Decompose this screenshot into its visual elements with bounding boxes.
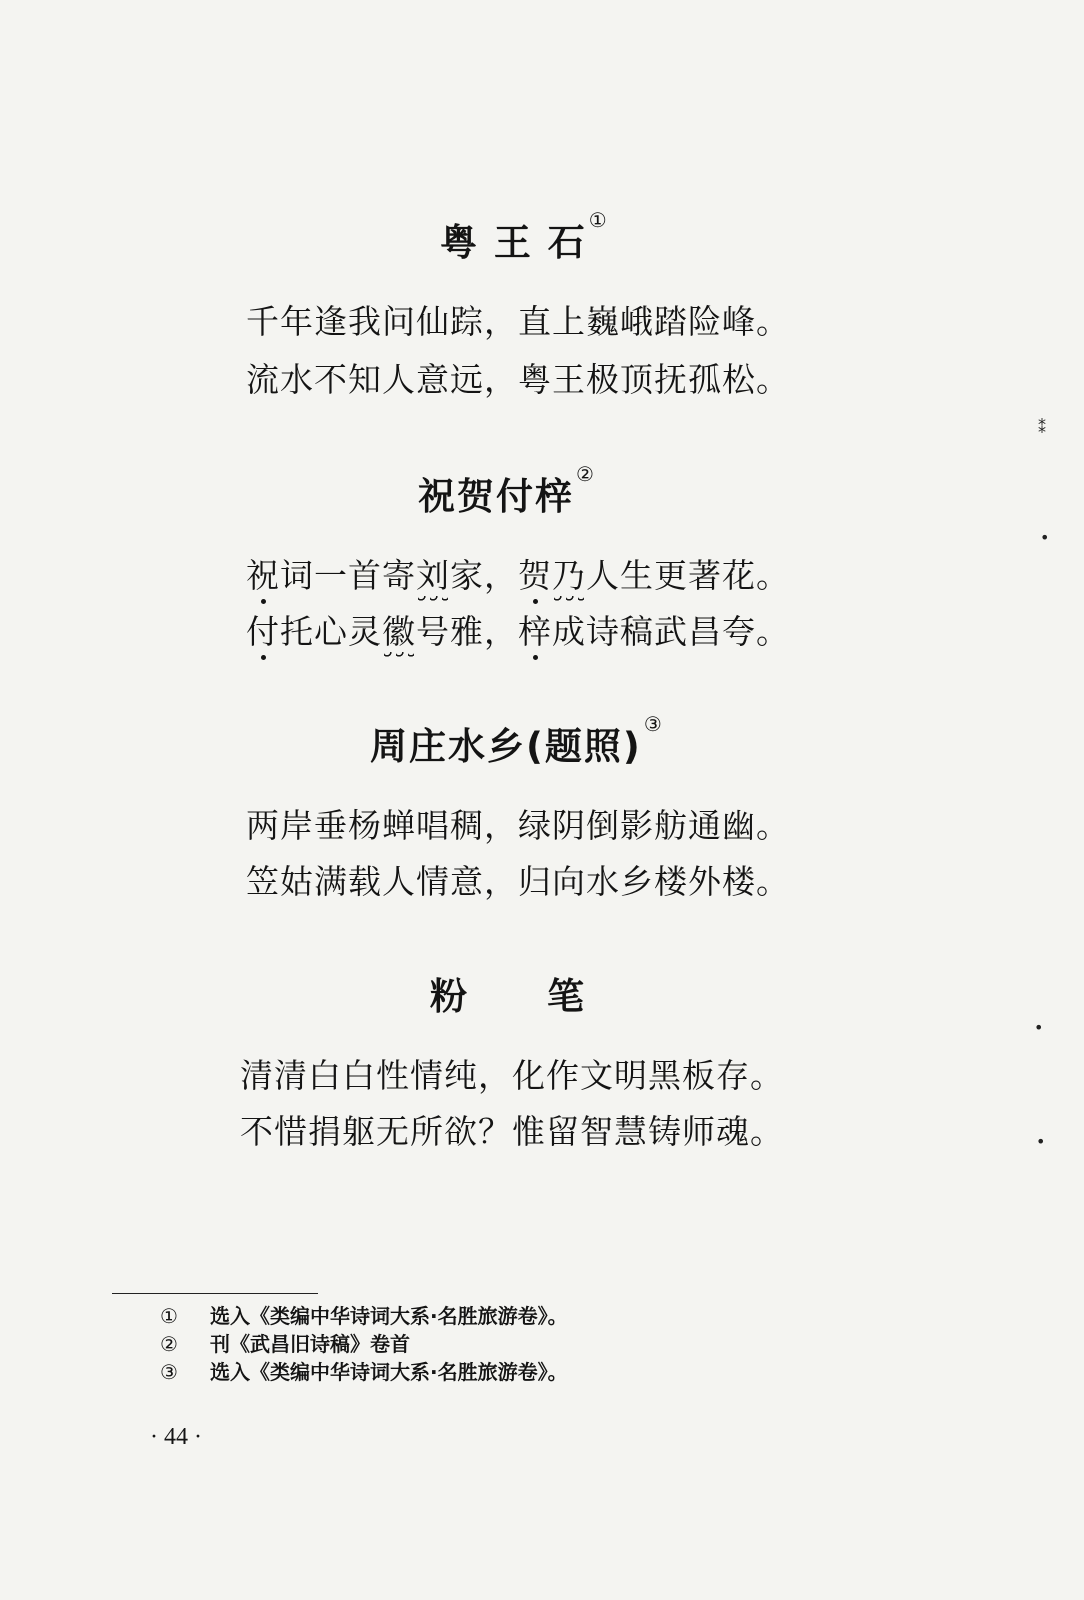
footnote-mark: ② (160, 1332, 178, 1356)
poem-title-text: 周庄水乡(题照) (370, 725, 642, 768)
footnote (160, 1328, 410, 1357)
footnote-ref: ② (576, 462, 596, 486)
poem-line: 笠姑满载人情意，归向水乡楼外楼。 (246, 862, 790, 901)
poem-line-segment: 家， (450, 556, 518, 595)
scan-speck: • (1040, 528, 1050, 547)
poem-line (246, 612, 790, 652)
poem-title (418, 462, 596, 520)
footnote (160, 1356, 568, 1385)
poem-title (430, 966, 586, 1020)
poem-line: 两岸垂杨蝉唱稠，绿阴倒影舫通幽。 (246, 806, 790, 845)
footnote-mark: ① (160, 1304, 178, 1328)
page-number: · 44 · (150, 1424, 202, 1450)
wavy-underline-char: 徽 (382, 612, 416, 651)
poem-title-text: 粤 王 石 (440, 221, 587, 264)
footnote (160, 1300, 568, 1329)
poem-line: 清清白白性情纯，化作文明黑板存。 (240, 1056, 784, 1095)
poem-line: 不惜捐躯无所欲？惟留智慧铸师魂。 (240, 1112, 784, 1151)
footnote-ref: ③ (643, 712, 664, 736)
wavy-underline-char: 刘 (416, 556, 450, 595)
poem-line-segment: 人生更著花。 (586, 556, 790, 595)
emphasis-dot-char: 付 (246, 612, 280, 651)
poem-line-segment: 号雅， (416, 612, 518, 651)
poem-line-segment: 成诗稿武昌夸。 (552, 612, 790, 651)
poem-line: 流水不知人意远，粤王极顶抚孤松。 (246, 360, 790, 399)
poem-line-segment: 词一首寄 (280, 556, 416, 595)
wavy-underline-char: 乃 (552, 556, 586, 595)
poem-title-text: 粉 笔 (430, 975, 586, 1018)
footnote-text: 刊《武昌旧诗稿》卷首 (210, 1332, 410, 1356)
poem-line: 千年逢我问仙踪，直上巍峨踏险峰。 (246, 302, 790, 341)
footnote-mark: ③ (160, 1360, 178, 1384)
scan-speck: • (1036, 1132, 1046, 1151)
poem-title-text: 祝贺付梓 (418, 475, 574, 518)
poem-title (440, 208, 609, 266)
footnote-text: 选入《类编中华诗词大系·名胜旅游卷》。 (210, 1360, 568, 1384)
emphasis-dot-char: 梓 (518, 612, 552, 651)
scan-speck: ⁑ (1038, 418, 1046, 437)
poem-title (370, 712, 664, 770)
scan-speck: • (1034, 1018, 1044, 1037)
emphasis-dot-char: 祝 (246, 556, 280, 595)
footnote-text: 选入《类编中华诗词大系·名胜旅游卷》。 (210, 1304, 568, 1328)
footnote-ref: ① (588, 208, 609, 232)
footnote-divider (112, 1293, 318, 1294)
emphasis-dot-char: 贺 (518, 556, 552, 595)
poem-line-segment: 托心灵 (280, 612, 382, 651)
poem-line (246, 556, 790, 596)
